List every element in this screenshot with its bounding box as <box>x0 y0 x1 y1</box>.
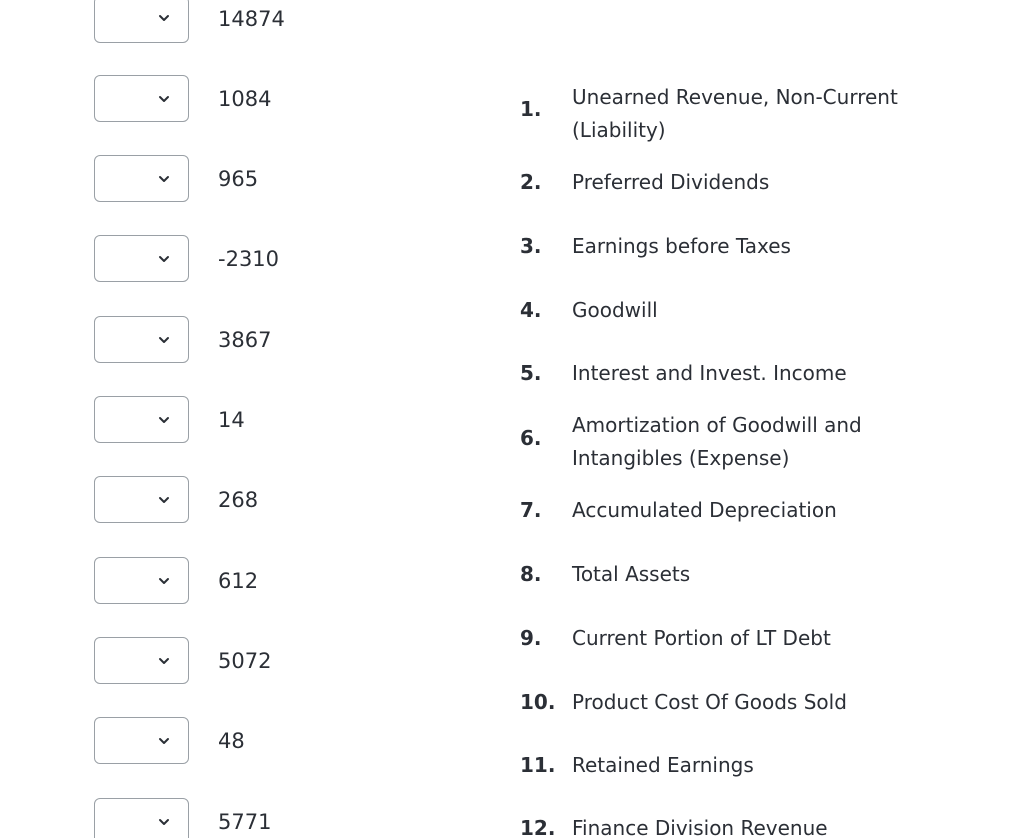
chevron-down-icon <box>158 575 170 587</box>
value-text: 268 <box>218 488 259 512</box>
value-text: 965 <box>218 167 259 191</box>
chevron-down-icon <box>158 93 170 105</box>
option-label: Total Assets <box>572 562 691 586</box>
match-row <box>0 557 480 607</box>
match-row <box>0 637 480 687</box>
option-number: 3. <box>520 234 542 258</box>
options-list <box>520 0 1020 838</box>
option-number: 6. <box>520 426 542 450</box>
chevron-down-icon <box>158 173 170 185</box>
option-label: Retained Earnings <box>572 753 754 777</box>
option-label: Amortization of Goodwill and Intangibles (Expense) <box>572 413 862 470</box>
option-number: 11. <box>520 753 556 777</box>
option-number: 4. <box>520 298 542 322</box>
option-number: 9. <box>520 626 542 650</box>
option-number: 5. <box>520 361 542 385</box>
chevron-down-icon <box>158 494 170 506</box>
answer-dropdown[interactable] <box>94 316 189 363</box>
option-label: Finance Division Revenue <box>572 816 828 838</box>
answer-dropdown[interactable] <box>94 155 189 202</box>
answer-dropdown[interactable] <box>94 798 189 838</box>
match-row <box>0 476 480 526</box>
option-number: 2. <box>520 170 542 194</box>
answer-dropdown[interactable] <box>94 396 189 443</box>
answer-dropdown[interactable] <box>94 557 189 604</box>
match-row <box>0 316 480 366</box>
option-label: Unearned Revenue, Non-Current (Liability) <box>572 85 898 142</box>
answer-dropdown[interactable] <box>94 75 189 122</box>
chevron-down-icon <box>158 334 170 346</box>
option-number: 8. <box>520 562 542 586</box>
value-text: 1084 <box>218 87 272 111</box>
option-label: Earnings before Taxes <box>572 234 791 258</box>
chevron-down-icon <box>158 735 170 747</box>
answer-dropdown[interactable] <box>94 637 189 684</box>
chevron-down-icon <box>158 414 170 426</box>
option-number: 7. <box>520 498 542 522</box>
match-row <box>0 798 480 838</box>
option-label: Preferred Dividends <box>572 170 770 194</box>
option-label: Current Portion of LT Debt <box>572 626 831 650</box>
option-number: 12. <box>520 816 556 838</box>
answer-dropdown[interactable] <box>94 235 189 282</box>
answer-dropdown[interactable] <box>94 476 189 523</box>
value-text: 48 <box>218 729 245 753</box>
option-number: 1. <box>520 97 542 121</box>
chevron-down-icon <box>158 253 170 265</box>
match-row <box>0 235 480 285</box>
value-text: -2310 <box>218 247 280 271</box>
values-column <box>0 0 480 838</box>
option-label: Goodwill <box>572 298 658 322</box>
value-text: 5072 <box>218 649 272 673</box>
chevron-down-icon <box>158 816 170 828</box>
match-row <box>0 396 480 446</box>
value-text: 5771 <box>218 810 272 834</box>
match-row <box>0 717 480 767</box>
match-row <box>0 75 480 125</box>
option-label: Interest and Invest. Income <box>572 361 847 385</box>
value-text: 14874 <box>218 7 285 31</box>
chevron-down-icon <box>158 655 170 667</box>
option-number: 10. <box>520 690 556 714</box>
chevron-down-icon <box>158 12 170 24</box>
answer-dropdown[interactable] <box>94 0 189 43</box>
match-row <box>0 155 480 205</box>
match-row <box>0 0 480 46</box>
value-text: 3867 <box>218 328 272 352</box>
answer-dropdown[interactable] <box>94 717 189 764</box>
option-label: Product Cost Of Goods Sold <box>572 690 847 714</box>
value-text: 612 <box>218 569 259 593</box>
value-text: 14 <box>218 408 245 432</box>
option-label: Accumulated Depreciation <box>572 498 837 522</box>
